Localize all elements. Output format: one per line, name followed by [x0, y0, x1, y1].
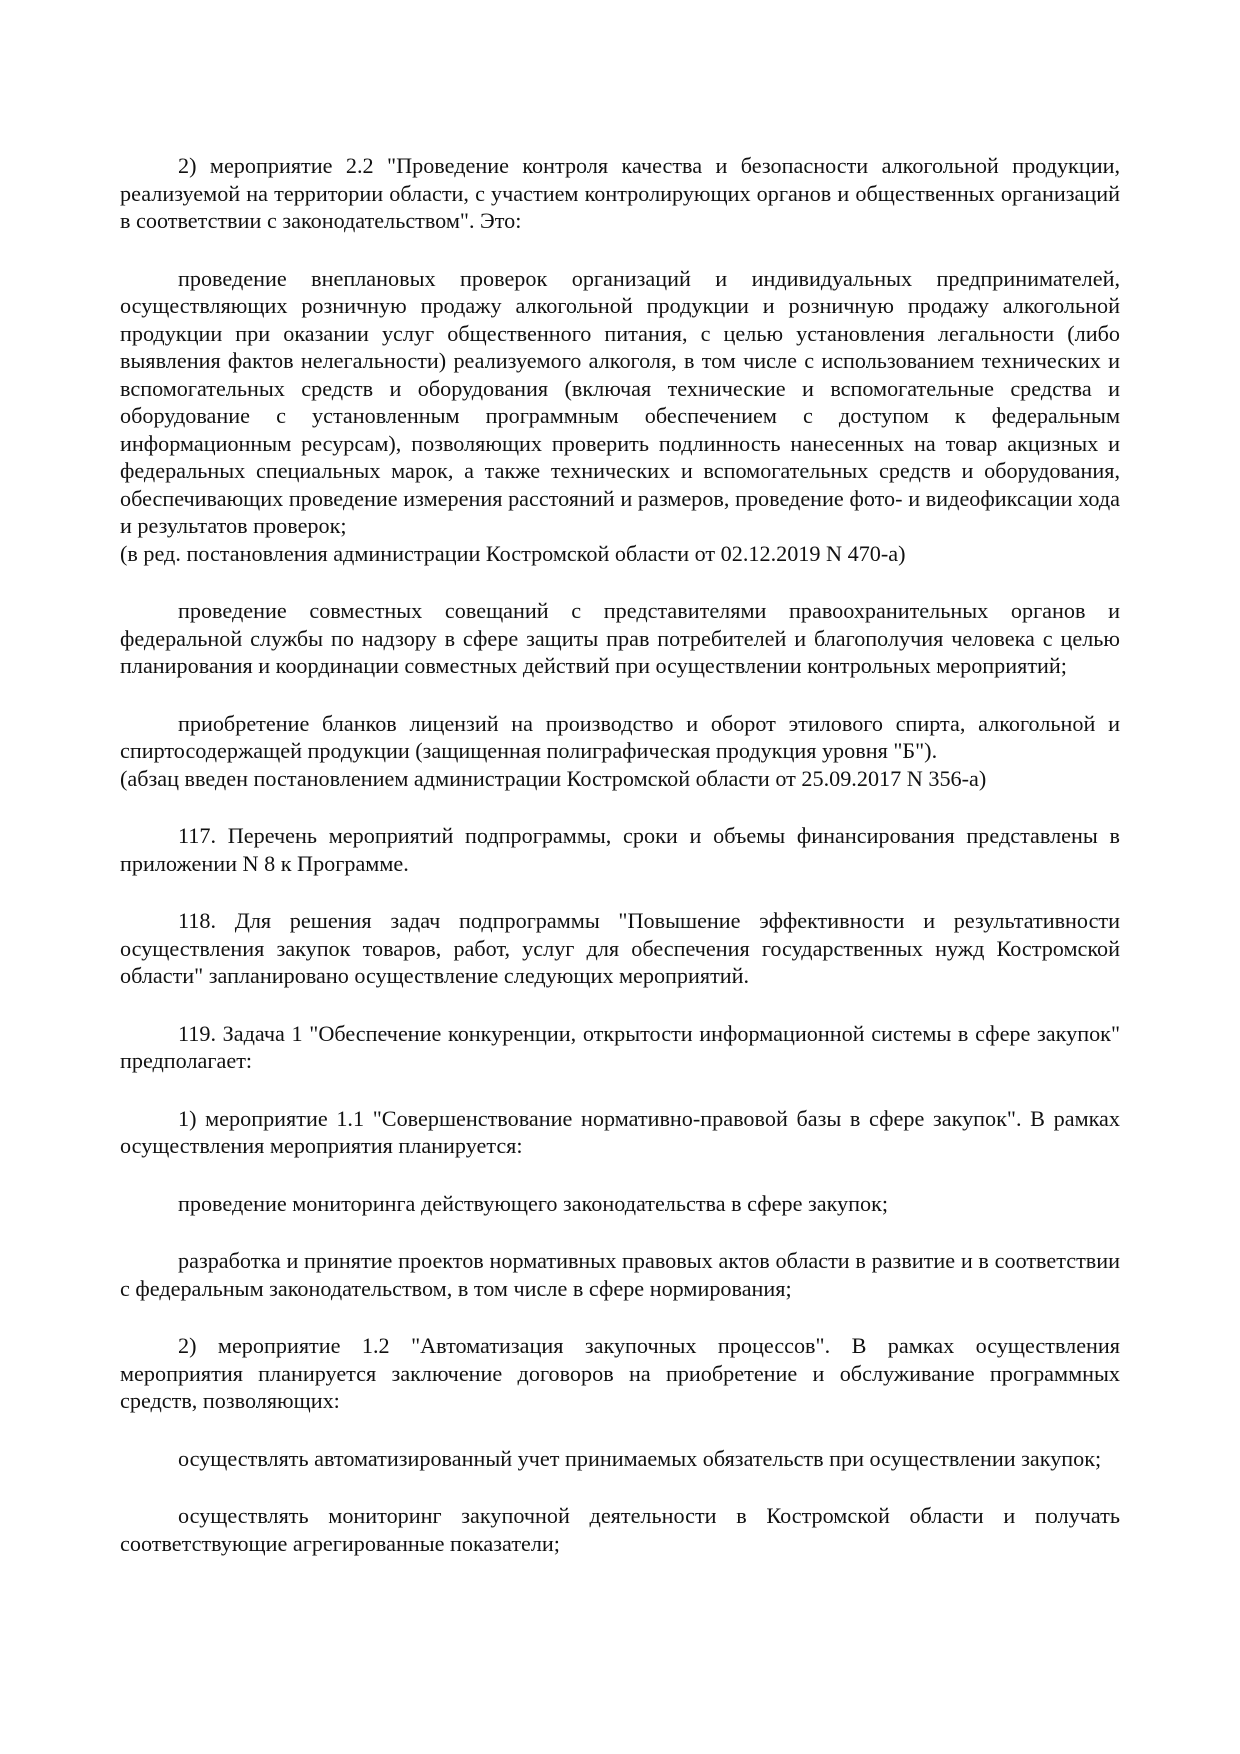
amendment-note-2017: (абзац введен постановлением администрации Костромской области от 25.09.2017 N 356-а): [120, 765, 987, 791]
paragraph-joint-meetings: проведение совместных совещаний с представителями правоохранительных органов и федеральной службы по надзору в сфере защиты прав потребителей и благополучия человека с целью планирования и координации совместных действий при осуществлении контрольных мероприятий;: [120, 598, 1120, 678]
paragraph-unscheduled-inspections: проведение внеплановых проверок организаций и индивидуальных предпринимателей, осуществляющих розничную продажу алкогольной продукции и розничную продажу алкогольной продукции при оказании услуг общественного питания, с целью установления легальности (либо выявления фактов нелегальности) реализуемого алкоголя, в том числе с использованием технических и вспомогательных средств и оборудования (включая технические и вспомогательные средства и оборудование с установленным программным обеспечением с доступом к федеральным информационным ресурсам), позволяющих проверить подлинность нанесенных на товар акцизных и федеральных специальных марок, а также технических и вспомогательных средств и оборудования, обеспечивающих проведение измерения расстояний и размеров, проведение фото- и видеофиксации хода и результатов проверок;: [120, 265, 1120, 538]
paragraph-procurement-monitoring: осуществлять мониторинг закупочной деятельности в Костромской области и получать соответствующие агрегированные показатели;: [120, 1503, 1120, 1556]
document-body: [120, 152, 1120, 1557]
amendment-note-2019: (в ред. постановления администрации Костромской области от 02.12.2019 N 470-а): [120, 540, 906, 566]
paragraph-license-blanks: приобретение бланков лицензий на производство и оборот этилового спирта, алкогольной и спиртосодержащей продукции (защищенная полиграфическая продукция уровня "Б").: [120, 710, 1120, 763]
paragraph-measure-1-1: 1) мероприятие 1.1 "Совершенствование нормативно-правовой базы в сфере закупок". В рамках осуществления мероприятия планируется:: [120, 1105, 1120, 1158]
paragraph-regulatory-acts: разработка и принятие проектов нормативных правовых актов области в развитие и в соответствии с федеральным законодательством, в том числе в сфере нормирования;: [120, 1248, 1120, 1301]
paragraph-117: 117. Перечень мероприятий подпрограммы, сроки и объемы финансирования представлены в приложении N 8 к Программе.: [120, 823, 1120, 876]
paragraph-measure-2-2: 2) мероприятие 2.2 "Проведение контроля качества и безопасности алкогольной продукции, реализуемой на территории области, с участием контролирующих органов и общественных организаций в соответствии с законодательством". Это:: [120, 153, 1120, 233]
paragraph-119: 119. Задача 1 "Обеспечение конкуренции, открытости информационной системы в сфере закупок" предполагает:: [120, 1020, 1120, 1073]
paragraph-118: 118. Для решения задач подпрограммы "Повышение эффективности и результативности осуществления закупок товаров, работ, услуг для обеспечения государственных нужд Костромской области" запланировано осуществление следующих мероприятий.: [120, 908, 1120, 988]
paragraph-legislation-monitoring: проведение мониторинга действующего законодательства в сфере закупок;: [178, 1190, 889, 1216]
paragraph-measure-1-2: 2) мероприятие 1.2 "Автоматизация закупочных процессов". В рамках осуществления мероприятия планируется заключение договоров на приобретение и обслуживание программных средств, позволяющих:: [120, 1333, 1120, 1413]
paragraph-automated-accounting: осуществлять автоматизированный учет принимаемых обязательств при осуществлении закупок;: [178, 1445, 1102, 1471]
